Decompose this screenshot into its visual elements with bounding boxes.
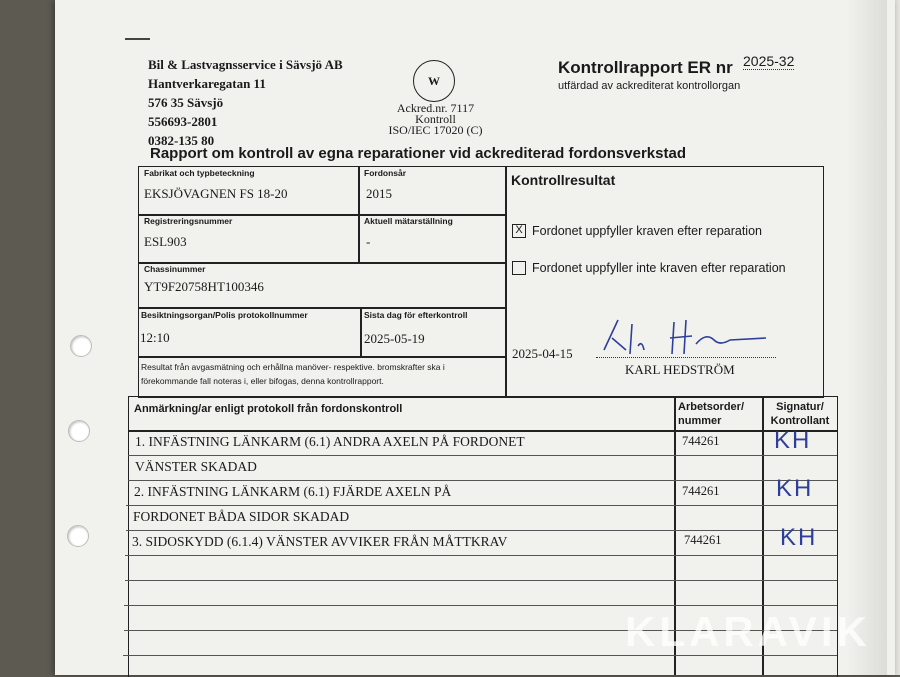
divider bbox=[124, 605, 837, 606]
year-value: 2015 bbox=[366, 186, 392, 201]
inspector-signature bbox=[596, 310, 776, 362]
report-title: Kontrollrapport ER nr bbox=[558, 58, 733, 77]
remark-row-4: FORDONET BÅDA SIDOR SKADAD bbox=[133, 509, 350, 524]
report-heading: Rapport om kontroll av egna reparationer vid ackrediterad fordonsverkstad bbox=[150, 145, 686, 162]
divider bbox=[126, 505, 837, 506]
make-value: EKSJÖVAGNEN FS 18-20 bbox=[144, 186, 288, 201]
divider bbox=[138, 307, 507, 309]
top-mark bbox=[125, 38, 150, 40]
remark-sign-3: KH bbox=[776, 475, 814, 502]
meter-label: Aktuell mätarställning bbox=[364, 216, 453, 226]
page-edge-shadow bbox=[847, 0, 887, 675]
result-date: 2025-04-15 bbox=[512, 346, 573, 361]
company-org-nr: 556693-2801 bbox=[148, 114, 218, 129]
protocol-label: Besiktningsorgan/Polis protokollnummer bbox=[141, 310, 308, 320]
remark-row-5: 3. SIDOSKYDD (6.1.4) VÄNSTER AVVIKER FRÅN MÅTTKRAV bbox=[132, 534, 508, 549]
signature-line bbox=[596, 357, 776, 358]
remark-row-2: VÄNSTER SKADAD bbox=[135, 459, 257, 474]
accreditation-block bbox=[378, 103, 493, 136]
reg-label: Registreringsnummer bbox=[144, 216, 233, 226]
accreditation-nr: Ackred.nr. 7117 bbox=[396, 101, 475, 115]
divider bbox=[128, 455, 837, 456]
remark-sign-1: KH bbox=[774, 427, 812, 454]
remark-row-3: 2. INFÄSTNING LÄNKARM (6.1) FJÄRDE AXELN PÅ bbox=[134, 484, 452, 499]
divider bbox=[138, 356, 507, 358]
divider bbox=[358, 166, 360, 262]
company-address-block bbox=[148, 55, 343, 150]
company-city: 576 35 Sävsjö bbox=[148, 95, 224, 110]
report-subtitle: utfärdad av ackrediterat kontrollorgan bbox=[558, 80, 741, 92]
divider bbox=[360, 307, 362, 356]
deadline-label: Sista dag för efterkontroll bbox=[364, 310, 468, 320]
remark-order-1: 744261 bbox=[682, 434, 720, 448]
divider bbox=[126, 530, 837, 531]
divider bbox=[125, 555, 837, 556]
chassis-label: Chassinummer bbox=[144, 264, 206, 274]
protocol-value: 12:10 bbox=[140, 330, 170, 345]
remark-order-5: 744261 bbox=[684, 533, 722, 547]
divider bbox=[125, 580, 837, 581]
inspector-name: KARL HEDSTRÖM bbox=[625, 362, 735, 377]
order-header: Arbetsorder/ nummer bbox=[678, 401, 745, 427]
remarks-header: Anmärkning/ar enligt protokoll från fordonskontroll bbox=[134, 403, 403, 415]
meter-value: - bbox=[366, 234, 371, 249]
accreditation-standard: ISO/IEC 17020 (C) bbox=[388, 123, 483, 137]
remark-row-1: 1. INFÄSTNING LÄNKARM (6.1) ANDRA AXELN PÅ FORDONET bbox=[135, 434, 525, 449]
accreditation-type: Kontroll bbox=[415, 112, 456, 126]
chassis-value: YT9F20758HT100346 bbox=[144, 279, 264, 294]
punch-hole bbox=[67, 525, 89, 547]
remark-order-3: 744261 bbox=[682, 484, 720, 498]
make-label: Fabrikat och typbeteckning bbox=[144, 168, 255, 178]
reg-value: ESL903 bbox=[144, 234, 187, 249]
report-number: 2025-32 bbox=[743, 53, 795, 69]
divider bbox=[128, 430, 837, 432]
watermark-logo: KLARAVIK bbox=[625, 608, 871, 655]
company-street: Hantverkaregatan 11 bbox=[148, 76, 266, 91]
fail-label: Fordonet uppfyller inte kraven efter reparation bbox=[532, 261, 786, 275]
fail-checkbox[interactable] bbox=[512, 261, 526, 275]
pass-label: Fordonet uppfyller kraven efter reparation bbox=[532, 224, 762, 238]
company-name: Bil & Lastvagnsservice i Sävsjö AB bbox=[148, 57, 343, 72]
swedac-logo: W bbox=[413, 60, 455, 102]
remark-sign-5: KH bbox=[780, 524, 818, 551]
measurement-note: Resultat från avgasmätning och erhållna manöver- respektive. bromskrafter ska i förekommande fall noteras i, eller bifogas, denna kontrollrapport. bbox=[141, 362, 445, 386]
punch-hole bbox=[70, 335, 92, 357]
deadline-value: 2025-05-19 bbox=[364, 331, 425, 346]
result-title: Kontrollresultat bbox=[511, 172, 616, 188]
divider bbox=[128, 480, 837, 481]
punch-hole bbox=[68, 420, 90, 442]
sign-header: Signatur/ Kontrollant bbox=[770, 401, 830, 427]
company-phone: 0382-135 80 bbox=[148, 133, 215, 148]
year-label: Fordonsår bbox=[364, 168, 407, 178]
pass-checkbox[interactable]: X bbox=[512, 224, 526, 238]
